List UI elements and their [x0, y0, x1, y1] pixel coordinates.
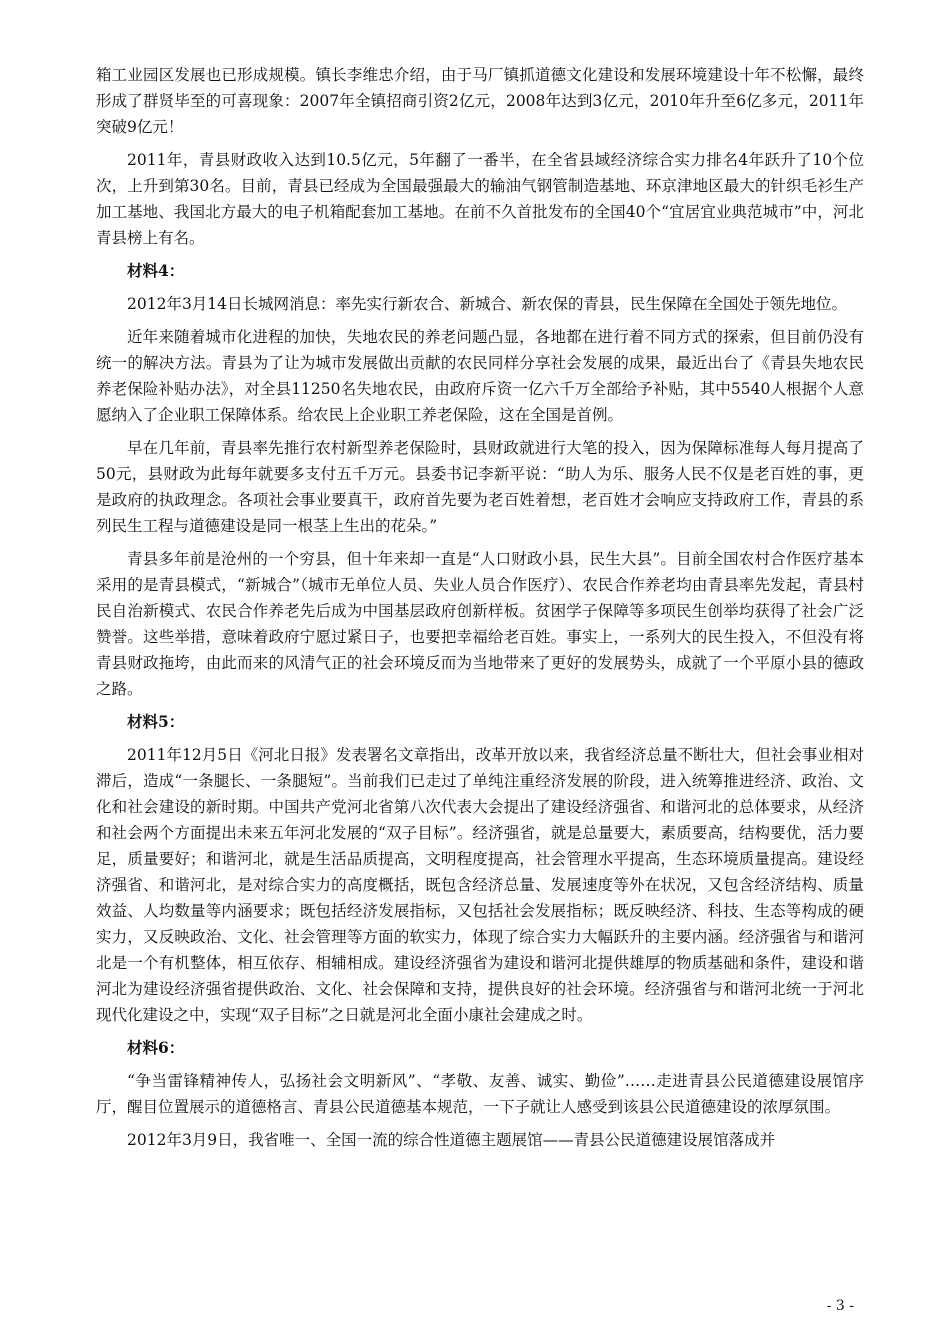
paragraph: 2011年，青县财政收入达到10.5亿元，5年翻了一番半，在全省县域经济综合实力排名4年跃升了10个位次，上升到第30名。目前，青县已经成为全国最强最大的输油气钢管制造基地、环京津地区最大的针织毛衫生产加工基地、我国北方最大的电子机箱配套加工基地。在前不久首批发布的全国40个“宜居宜业典范城市”中，河北青县榜上有名。	[96, 151, 864, 247]
paragraph: 青县多年前是沧州的一个穷县，但十年来却一直是“人口财政小县，民生大县”。目前全国农村合作医疗基本采用的是青县模式，“新城合”（城市无单位人员、失业人员合作医疗）、农民合作养老均由青县率先发起，青县村民自治新模式、农民合作养老先后成为中国基层政府创新样板。贫困学子保障等多项民生创举均获得了社会广泛赞誉。这些举措，意味着政府宁愿过紧日子，也要把幸福给老百姓。事实上，一系列大的民生投入，不但没有将青县财政拖垮，由此而来的风清气正的社会环境反而为当地带来了更好的发展势头，成就了一个平原小县的德政之路。	[96, 550, 864, 698]
section-heading-material-6: 材料6：	[127, 1038, 185, 1057]
section-heading-material-5: 材料5：	[127, 712, 185, 731]
section-heading-material-4: 材料4：	[127, 261, 185, 280]
page-number: - 3 -	[826, 1298, 854, 1314]
paragraph: 近年来随着城市化进程的加快，失地农民的养老问题凸显，各地都在进行着不同方式的探索，但目前仍没有统一的解决方法。青县为了让为城市发展做出贡献的农民同样分享社会发展的成果，最近出台了《青县失地农民养老保险补贴办法》，对全县11250名失地农民，由政府斥资一亿六千万全部给予补贴，其中5540人根据个人意愿纳入了企业职工保障体系。给农民上企业职工养老保险，这在全国是首例。	[96, 328, 864, 424]
paragraph: 早在几年前，青县率先推行农村新型养老保险时，县财政就进行大笔的投入，因为保障标准每人每月提高了50元，县财政为此每年就要多支付五千万元。县委书记李新平说：“助人为乐、服务人民不仅是老百姓的事，更是政府的执政理念。各项社会事业要真干，政府首先要为老百姓着想，老百姓才会响应支持政府工作，青县的系列民生工程与道德建设是同一根茎上生出的花朵。”	[96, 439, 864, 535]
paragraph: 箱工业园区发展也已形成规模。镇长李维忠介绍，由于马厂镇抓道德文化建设和发展环境建设十年不松懈，最终形成了群贤毕至的可喜现象：2007年全镇招商引资2亿元，2008年达到3亿元，2010年升至6亿多元，2011年突破9亿元！	[96, 66, 864, 136]
document-body	[96, 62, 864, 1160]
paragraph: 2012年3月14日长城网消息：率先实行新农合、新城合、新农保的青县，民生保障在全国处于领先地位。	[127, 295, 848, 313]
paragraph: 2012年3月9日，我省唯一、全国一流的综合性道德主题展馆——青县公民道德建设展馆落成并	[127, 1131, 776, 1149]
paragraph: 2011年12月5日《河北日报》发表署名文章指出，改革开放以来，我省经济总量不断壮大，但社会事业相对滞后，造成“一条腿长、一条腿短”。当前我们已走过了单纯注重经济发展的阶段，进入统筹推进经济、政治、文化和社会建设的新时期。中国共产党河北省第八次代表大会提出了建设经济强省、和谐河北的总体要求，从经济和社会两个方面提出未来五年河北发展的“双子目标”。经济强省，就是总量要大，素质要高，结构要优，活力要足，质量要好；和谐河北，就是生活品质提高，文明程度提高，社会管理水平提高，生态环境质量提高。建设经济强省、和谐河北，是对综合实力的高度概括，既包含经济总量、发展速度等外在状况，又包含经济结构、质量效益、人均数量等内涵要求；既包括经济发展指标，又包括社会发展指标；既反映经济、科技、生态等构成的硬实力，又反映政治、文化、社会管理等方面的软实力，体现了综合实力大幅跃升的主要内涵。经济强省与和谐河北是一个有机整体，相互依存、相辅相成。建设经济强省为建设和谐河北提供雄厚的物质基础和条件，建设和谐河北为建设经济强省提供政治、文化、社会保障和支持，提供良好的社会环境。经济强省与和谐河北统一于河北现代化建设之中，实现“双子目标”之日就是河北全面小康社会建成之时。	[96, 746, 864, 1024]
paragraph: “争当雷锋精神传人，弘扬社会文明新风”、“孝敬、友善、诚实、勤俭”……走进青县公民道德建设展馆序厅，醒目位置展示的道德格言、青县公民道德基本规范，一下子就让人感受到该县公民道德建设的浓厚氛围。	[96, 1072, 864, 1116]
